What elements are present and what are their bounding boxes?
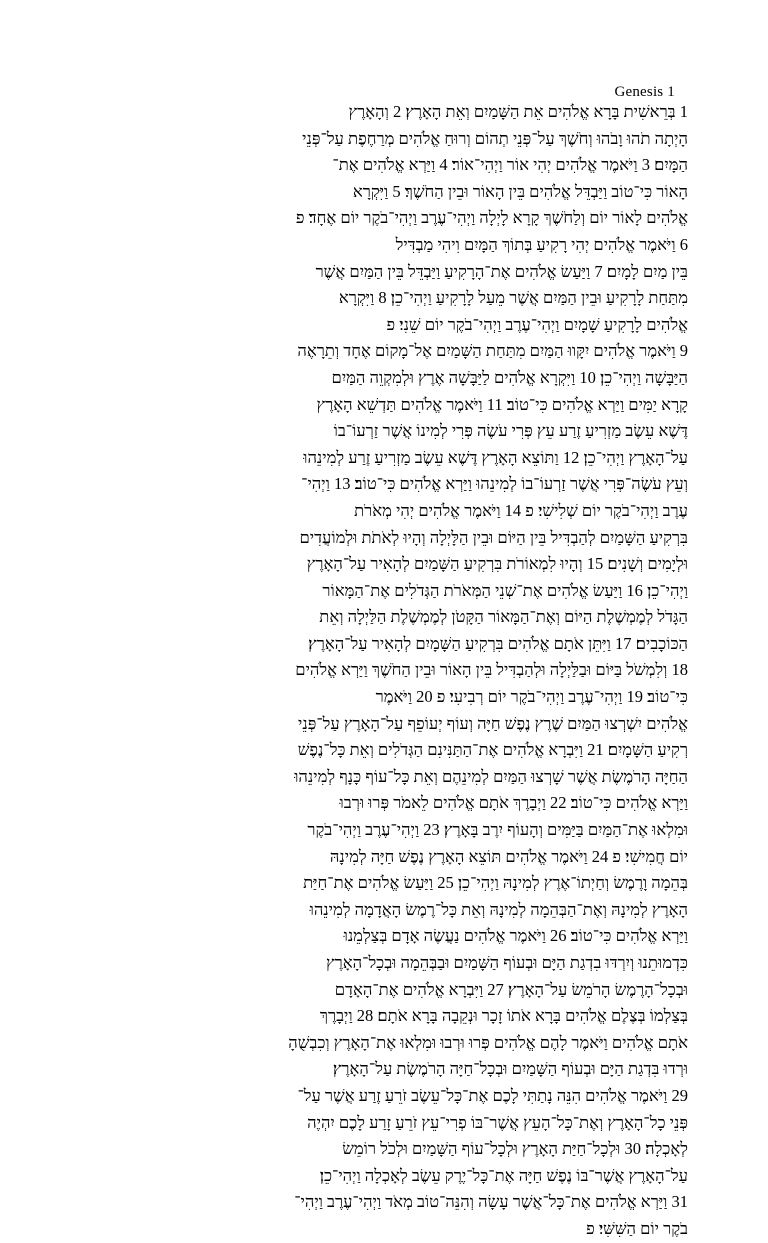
scripture-text xyxy=(255,99,688,1243)
text-line: הָיְתָה תֹהוּ וָבֹהוּ וְחֹשֶׁךְ עַל־פְּנֵי תְהוֹם וְרוּחַ אֱלֹהִים מְרַחֶפֶת עַל־פְּנֵי xyxy=(302,128,688,148)
text-line: וְעֵץ עֹשֶׂה־פְּרִי אֲשֶׁר זַרְעוֹ־בוֹ לְמִינֵהוּ וַיַּרְא אֱלֹהִים כִּי־טוֹב׃ 13 וַיְהִי־ xyxy=(301,474,688,494)
text-line: הָאוֹר כִּי־טוֹב וַיַּבְדֵּל אֱלֹהִים בֵּין הָאוֹר וּבֵין הַחֹשֶׁךְ׃ 5 וַיִּקְרָא xyxy=(352,181,688,201)
text-line: אֱלֹהִים לָאוֹר יוֹם וְלַחֹשֶׁךְ קָרָא לָיְלָה וַיְהִי־עֶרֶב וַיְהִי־בֹקֶר יוֹם אֶחָד׃ פ xyxy=(295,208,688,228)
text-line: 29 וַיֹּאמֶר אֱלֹהִים הִנֵּה נָתַתִּי לָכֶם אֶת־כָּל־עֵשֶׂב זֹרֵעַ זֶרַע אֲשֶׁר עַל־ xyxy=(297,1085,688,1105)
text-line: 9 וַיֹּאמֶר אֱלֹהִים יִקָּווּ הַמַּיִם מִתַּחַת הַשָּׁמַיִם אֶל־מָקוֹם אֶחָד וְתֵרָאֶה xyxy=(297,341,688,361)
text-line: וַיַּרְא אֱלֹהִים כִּי־טוֹב׃ 22 וַיְבָרֶךְ אֹתָם אֱלֹהִים לֵאמֹר פְּרוּ וּרְבוּ xyxy=(339,793,688,813)
text-line: דֶּשֶׁא עֵשֶׂב מַזְרִיעַ זֶרַע עֵץ פְּרִי עֹשֶׂה פְּרִי לְמִינוֹ אֲשֶׁר זַרְעוֹ־בוֹ xyxy=(333,421,688,441)
text-line: הַמָּיִם׃ 3 וַיֹּאמֶר אֱלֹהִים יְהִי אוֹר וַיְהִי־אוֹר׃ 4 וַיַּרְא אֱלֹהִים אֶת־ xyxy=(332,155,688,175)
text-line: בֹקֶר יוֹם הַשִּׁשִּׁי׃ פ xyxy=(586,1218,688,1238)
text-line: בֵּין מַיִם לָמָיִם׃ 7 וַיַּעַשׂ אֱלֹהִים אֶת־הָרָקִיעַ וַיַּבְדֵּל בֵּין הַמַּיִם אֲשֶׁר xyxy=(315,261,688,281)
text-line: וַיְהִי־כֵן׃ 16 וַיַּעַשׂ אֱלֹהִים אֶת־שְׁנֵי הַמְּאֹרֹת הַגְּדֹלִים אֶת־הַמָּאוֹר xyxy=(322,580,688,600)
text-line: הַכּוֹכָבִים׃ 17 וַיִּתֵּן אֹתָם אֱלֹהִים בִּרְקִיעַ הַשָּׁמָיִם לְהָאִיר עַל־הָאָרֶץ׃ xyxy=(308,633,688,653)
text-line: הַיַּבָּשָׁה וַיְהִי־כֵן׃ 10 וַיִּקְרָא אֱלֹהִים לַיַּבָּשָׁה אֶרֶץ וּלְמִקְוֵה הַמַּיִם xyxy=(331,367,688,387)
text-line: וּלְיָמִים וְשָׁנִים׃ 15 וְהָיוּ לִמְאוֹרֹת בִּרְקִיעַ הַשָּׁמַיִם לְהָאִיר עַל־הָאָרֶץ xyxy=(306,554,688,574)
text-line: לְאָכְלָה׃ 30 וּלְכָל־חַיַּת הָאָרֶץ וּלְכָל־עוֹף הַשָּׁמַיִם וּלְכֹל רוֹמֵשׂ xyxy=(342,1139,688,1159)
text-line: כִּי־טוֹב׃ 19 וַיְהִי־עֶרֶב וַיְהִי־בֹקֶר יוֹם רְבִיעִי׃ פ 20 וַיֹּאמֶר xyxy=(375,687,688,707)
text-line: פְּנֵי כָל־הָאָרֶץ וְאֶת־כָּל־הָעֵץ אֲשֶׁר־בּוֹ פְרִי־עֵץ זֹרֵעַ זָרַע לָכֶם יִהְיֶה xyxy=(307,1112,688,1132)
text-line: אֱלֹהִים יִשְׁרְצוּ הַמַּיִם שֶׁרֶץ נֶפֶשׁ חַיָּה וְעוֹף יְעוֹפֵף עַל־הָאָרֶץ עַל־פְּנֵי xyxy=(298,713,688,733)
text-line: הָאָרֶץ לְמִינָהּ וְאֶת־הַבְּהֵמָה לְמִינָהּ וְאֵת כָּל־רֶמֶשׂ הָאֲדָמָה לְמִינֵהוּ xyxy=(309,899,688,919)
text-line: עֶרֶב וַיְהִי־בֹקֶר יוֹם שְׁלִישִׁי׃ פ 14 וַיֹּאמֶר אֱלֹהִים יְהִי מְאֹרֹת xyxy=(354,500,688,520)
text-line: מִתַּחַת לָרָקִיעַ וּבֵין הַמַּיִם אֲשֶׁר מֵעַל לָרָקִיעַ וַיְהִי־כֵן׃ 8 וַיִּקְרָא xyxy=(338,288,688,308)
text-line: בְּצַלְמוֹ בְּצֶלֶם אֱלֹהִים בָּרָא אֹתוֹ זָכָר וּנְקֵבָה בָּרָא אֹתָם׃ 28 וַיְבָרֶךְ xyxy=(319,1006,688,1026)
text-line: וַיַּרְא אֱלֹהִים כִּי־טוֹב׃ 26 וַיֹּאמֶר אֱלֹהִים נַעֲשֶׂה אָדָם בְּצַלְמֵנוּ xyxy=(343,926,688,946)
text-line: 1 בְּרֵאשִׁית בָּרָא אֱלֹהִים אֵת הַשָּׁמַיִם וְאֵת הָאָרֶץ׃ 2 וְהָאָרֶץ xyxy=(348,102,688,121)
text-line: אֱלֹהִים לָרָקִיעַ שָׁמָיִם וַיְהִי־עֶרֶב וַיְהִי־בֹקֶר יוֹם שֵׁנִי׃ פ xyxy=(386,314,688,334)
text-line: בִּרְקִיעַ הַשָּׁמַיִם לְהַבְדִּיל בֵּין הַיּוֹם וּבֵין הַלָּיְלָה וְהָיוּ לְאֹתֹת וּלְמוֹעֲדִים xyxy=(299,527,688,547)
text-line: 6 וַיֹּאמֶר אֱלֹהִים יְהִי רָקִיעַ בְּתוֹךְ הַמָּיִם וִיהִי מַבְדִּיל xyxy=(395,234,688,254)
text-line: 31 וַיַּרְא אֱלֹהִים אֶת־כָּל־אֲשֶׁר עָשָׂה וְהִנֵּה־טוֹב מְאֹד וַיְהִי־עֶרֶב וַיְהִי־ xyxy=(294,1192,688,1212)
text-line: עַל־הָאָרֶץ וַיְהִי־כֵן׃ 12 וַתּוֹצֵא הָאָרֶץ דֶּשֶׁא עֵשֶׂב מַזְרִיעַ זֶרַע לְמִינֵהוּ xyxy=(303,447,688,467)
text-line: הַחַיָּה הָרֹמֶשֶׂת אֲשֶׁר שָׁרְצוּ הַמַּיִם לְמִינֵהֶם וְאֵת כָּל־עוֹף כָּנָף לְמִינֵהוּ xyxy=(294,766,688,786)
text-line: קָרָא יַמִּים וַיַּרְא אֱלֹהִים כִּי־טוֹב׃ 11 וַיֹּאמֶר אֱלֹהִים תַּדְשֵׁא הָאָרֶץ xyxy=(316,394,688,414)
text-line: 18 וְלִמְשֹׁל בַּיּוֹם וּבַלַּיְלָה וּלְהַבְדִּיל בֵּין הָאוֹר וּבֵין הַחֹשֶׁךְ וַיַּרְא אֱלֹהִים xyxy=(295,660,688,680)
text-line: וּבְכָל־הָרֶמֶשׂ הָרֹמֵשׂ עַל־הָאָרֶץ׃ 27 וַיִּבְרָא אֱלֹהִים אֶת־הָאָדָם xyxy=(334,979,688,999)
text-line: הַגָּדֹל לְמֶמְשֶׁלֶת הַיּוֹם וְאֶת־הַמָּאוֹר הַקָּטֹן לְמֶמְשֶׁלֶת הַלַּיְלָה וְאֵת xyxy=(319,607,688,627)
text-line: רְקִיעַ הַשָּׁמָיִם׃ 21 וַיִּבְרָא אֱלֹהִים אֶת־הַתַּנִּינִם הַגְּדֹלִים וְאֵת כָּל־נֶפֶשׁ xyxy=(297,740,688,760)
text-line: כִּדְמוּתֵנוּ וְיִרְדּוּ בִדְגַת הַיָּם וּבְעוֹף הַשָּׁמַיִם וּבַבְּהֵמָה וּבְכָל־הָאָרֶץ xyxy=(326,953,688,972)
text-line: וּרְדוּ בִּדְגַת הַיָּם וּבְעוֹף הַשָּׁמַיִם וּבְכָל־חַיָּה הָרֹמֶשֶׂת עַל־הָאָרֶץ׃ xyxy=(332,1059,688,1079)
text-line: בְּהֵמָה וָרֶמֶשׂ וְחַיְתוֹ־אֶרֶץ לְמִינָהּ וַיְהִי־כֵן׃ 25 וַיַּעַשׂ אֱלֹהִים אֶת־חַיַּת xyxy=(303,873,688,893)
running-head: Genesis 1 xyxy=(614,84,675,100)
text-line: יוֹם חֲמִישִׁי׃ פ 24 וַיֹּאמֶר אֱלֹהִים תּוֹצֵא הָאָרֶץ נֶפֶשׁ חַיָּה לְמִינָהּ xyxy=(329,846,688,866)
text-line: עַל־הָאָרֶץ אֲשֶׁר־בּוֹ נֶפֶשׁ חַיָּה אֶת־כָּל־יֶרֶק עֵשֶׂב לְאָכְלָה וַיְהִי־כֵן׃ xyxy=(319,1165,688,1185)
text-line: אֹתָם אֱלֹהִים וַיֹּאמֶר לָהֶם אֱלֹהִים פְּרוּ וּרְבוּ וּמִלְאוּ אֶת־הָאָרֶץ וְכִבְשֻׁהָ xyxy=(288,1032,688,1052)
text-line: וּמִלְאוּ אֶת־הַמַּיִם בַּיַּמִּים וְהָעוֹף יִרֶב בָּאָרֶץ׃ 23 וַיְהִי־עֶרֶב וַיְהִי־בֹקֶר xyxy=(307,820,688,840)
